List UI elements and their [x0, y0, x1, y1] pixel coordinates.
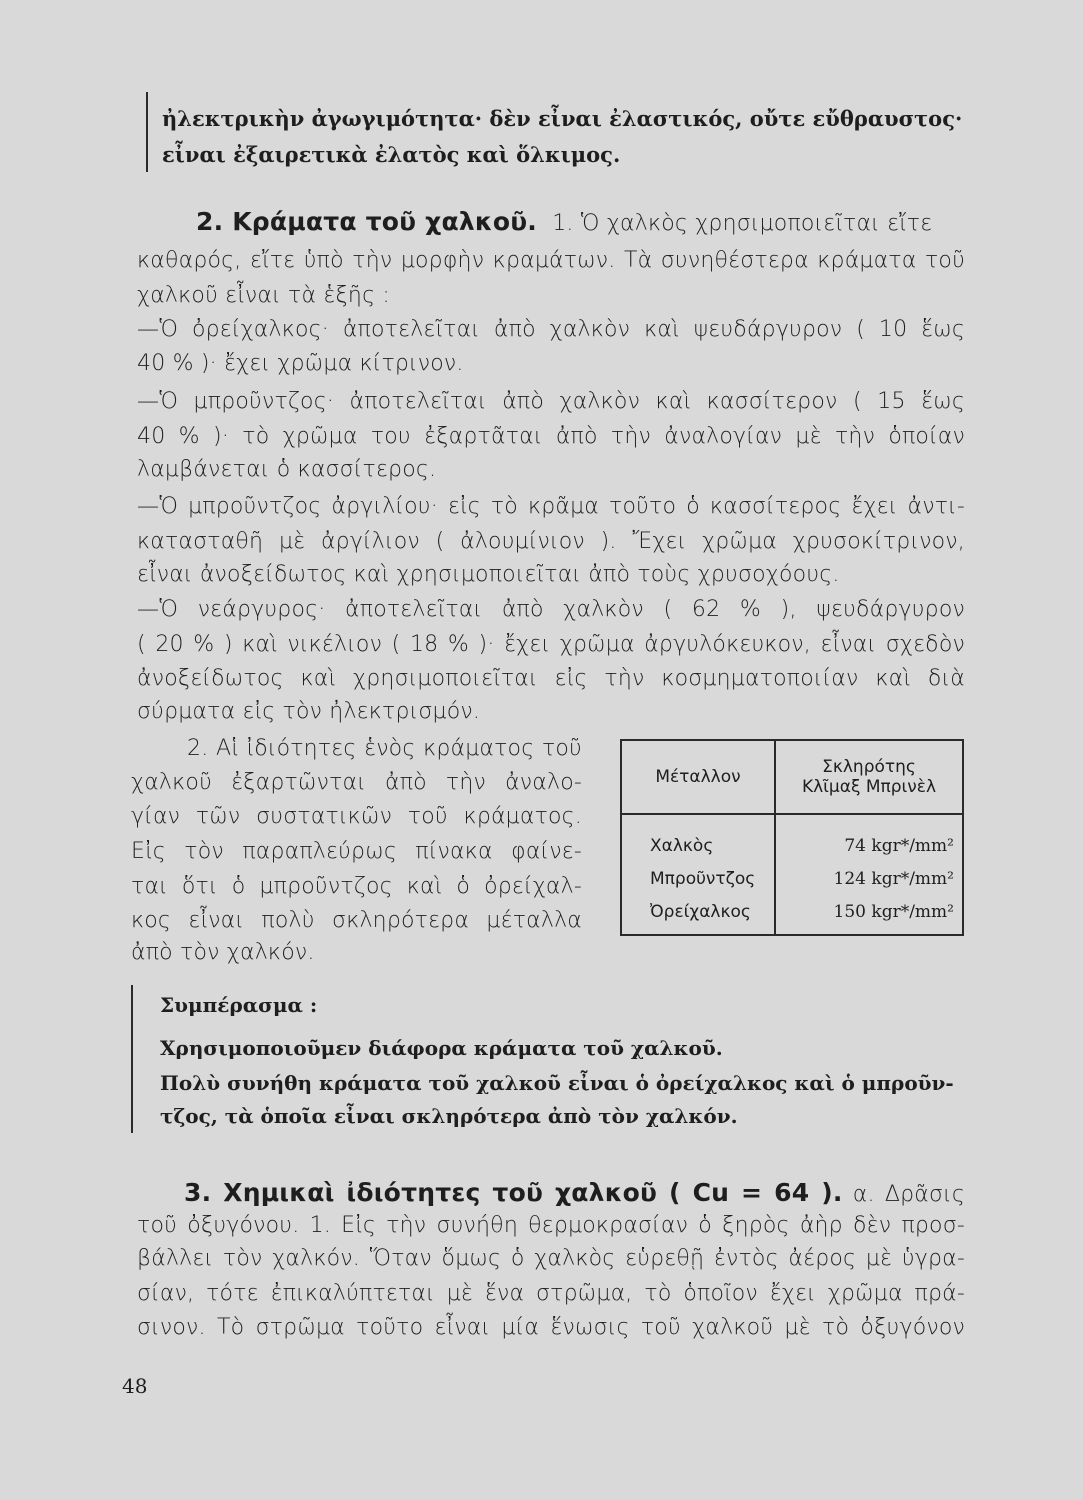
table-row — [621, 895, 963, 935]
section3-line-0: α. Δρᾶσις — [852, 1182, 965, 1207]
section2-line-2: χαλκοῦ εἶναι τὰ ἑξῆς : — [137, 283, 390, 308]
col-header-metal: Μέταλλον — [621, 740, 775, 814]
col-header-hardness — [775, 740, 963, 814]
table-row — [621, 814, 963, 862]
section3-first-line — [184, 1178, 965, 1207]
section2-line-11: —Ὁ νεάργυρος· ἀποτελεῖται ἀπὸ χαλκὸν ( 62 % ), ψευδάργυρον — [137, 597, 965, 622]
section2-line-5: —Ὁ μπροῦντζος· ἀποτελεῖται ἀπὸ χαλκὸν καὶ κασσίτερον ( 15 ἕως — [137, 389, 965, 414]
section2-line-8: —Ὁ μπροῦντζος ἀργιλίου· εἰς τὸ κρᾶμα τοῦτο ὁ κασσίτερος ἔχει ἀντι- — [137, 494, 965, 519]
section2-line-6: 40 % )· τὸ χρῶμα του ἐξαρτᾶται ἀπὸ τὴν ἀναλογίαν μὲ τὴν ὁποίαν — [137, 424, 965, 449]
para2-line-3: Εἰς τὸν παραπλεύρως πίνακα φαίνε- — [131, 839, 582, 864]
section3-line-1: τοῦ ὀξυγόνου. 1. Εἰς τὴν συνήθη θερμοκρασίαν ὁ ξηρὸς ἀὴρ δὲν προσ- — [137, 1213, 965, 1238]
section2-line-3: —Ὁ ὀρείχαλκος· ἀποτελεῖται ἀπὸ χαλκὸν καὶ ψευδάργυρον ( 10 ἕως — [137, 317, 965, 342]
section3-line-3: σίαν, τότε ἐπικαλύπτεται μὲ ἕνα στρῶμα, τὸ ὁποῖον ἔχει χρῶμα πρά- — [137, 1281, 965, 1306]
conclusion-line-2: Πολὺ συνήθη κράματα τοῦ χαλκοῦ εἶναι ὁ ὀρείχαλκος καὶ ὁ μπροῦν- — [160, 1071, 954, 1095]
intro-line-1: ἠλεκτρικὴν ἀγωγιμότητα· δὲν εἶναι ἐλαστικός, οὔτε εὔθραυστος· — [162, 106, 963, 131]
para2-line-2: γίαν τῶν συστατικῶν τοῦ κράματος. — [131, 804, 582, 829]
section2-first-line — [196, 207, 932, 236]
section2-line-1: καθαρός, εἴτε ὑπὸ τὴν μορφὴν κραμάτων. Τὰ συνηθέστερα κράματα τοῦ — [137, 248, 965, 273]
conclusion-line-1: Χρησιμοποιοῦμεν διάφορα κράματα τοῦ χαλκοῦ. — [160, 1036, 723, 1060]
para2-line-5: κος εἶναι πολὺ σκληρότερα μέταλλα — [131, 908, 582, 933]
section2-line-13: ἀνοξείδωτος καὶ χρησιμοποιεῖται εἰς τὴν κοσμηματοποιίαν καὶ διὰ — [137, 666, 965, 691]
section2-line-12: ( 20 % ) καὶ νικέλιον ( 18 % )· ἔχει χρῶμα ἀργυλόκευκον, εἶναι σχεδὸν — [137, 632, 965, 657]
section3-line-4: σινον. Τὸ στρῶμα τοῦτο εἶναι μία ἕνωσις τοῦ χαλκοῦ μὲ τὸ ὀξυγόνον — [137, 1315, 965, 1340]
cell-metal: Μπροῦντζος — [621, 862, 775, 895]
intro-line-2: εἶναι ἐξαιρετικὰ ἐλατὸς καὶ ὅλκιμος. — [162, 142, 621, 167]
section3-line-2: βάλλει τὸν χαλκόν. Ὅταν ὅμως ὁ χαλκὸς εὑρεθῇ ἐντὸς ἀέρος μὲ ὑγρα- — [137, 1246, 965, 1271]
cell-metal: Ὀρείχαλκος — [621, 895, 775, 935]
cell-hardness: 74 kgr*/mm² — [775, 814, 963, 862]
page-number: 48 — [122, 1374, 148, 1398]
cell-hardness: 124 kgr*/mm² — [775, 862, 963, 895]
conclusion-line-3: τζος, τὰ ὁποῖα εἶναι σκληρότερα ἀπὸ τὸν χαλκόν. — [160, 1104, 738, 1128]
conclusion-title: Συμπέρασμα : — [160, 993, 318, 1017]
margin-bar-intro — [146, 92, 148, 172]
section2-line-10: εἶναι ἀνοξείδωτος καὶ χρησιμοποιεῖται ἀπὸ τοὺς χρυσοχόους. — [137, 562, 840, 587]
para2-line-0: 2. Αἱ ἰδιότητες ἑνὸς κράματος τοῦ — [187, 736, 582, 761]
para2-line-6: ἀπὸ τὸν χαλκόν. — [131, 940, 315, 965]
margin-bar-conclusion — [131, 985, 133, 1133]
cell-hardness: 150 kgr*/mm² — [775, 895, 963, 935]
col-header-hardness-line1: Σκληρότης — [822, 757, 916, 777]
section2-line-9: κατασταθῆ μὲ ἀργίλιον ( ἀλουμίνιον ). Ἔχει χρῶμα χρυσοκίτρινον, — [137, 529, 965, 554]
table-row — [621, 862, 963, 895]
section2-line-0: 1. Ὁ χαλκὸς χρησιμοποιεῖται εἴτε — [552, 211, 933, 236]
col-header-hardness-line2: Κλῖμαξ Μπρινὲλ — [801, 777, 937, 797]
section2-line-7: λαμβάνεται ὁ κασσίτερος. — [137, 457, 437, 482]
section2-line-14: σύρματα εἰς τὸν ἠλεκτρισμόν. — [137, 699, 481, 724]
table-header-row — [621, 740, 963, 814]
hardness-table — [620, 739, 964, 936]
section3-heading: 3. Χημικαὶ ἰδιότητες τοῦ χαλκοῦ ( Cu = 64 ). — [184, 1178, 843, 1207]
cell-metal: Χαλκὸς — [621, 814, 775, 862]
para2-line-4: ται ὅτι ὁ μπροῦντζος καὶ ὁ ὀρείχαλ- — [131, 874, 582, 899]
para2-line-1: χαλκοῦ ἐξαρτῶνται ἀπὸ τὴν ἀναλο- — [131, 770, 582, 795]
section2-line-4: 40 % )· ἔχει χρῶμα κίτρινον. — [137, 351, 464, 376]
section2-heading: 2. Κράματα τοῦ χαλκοῦ. — [196, 207, 537, 236]
